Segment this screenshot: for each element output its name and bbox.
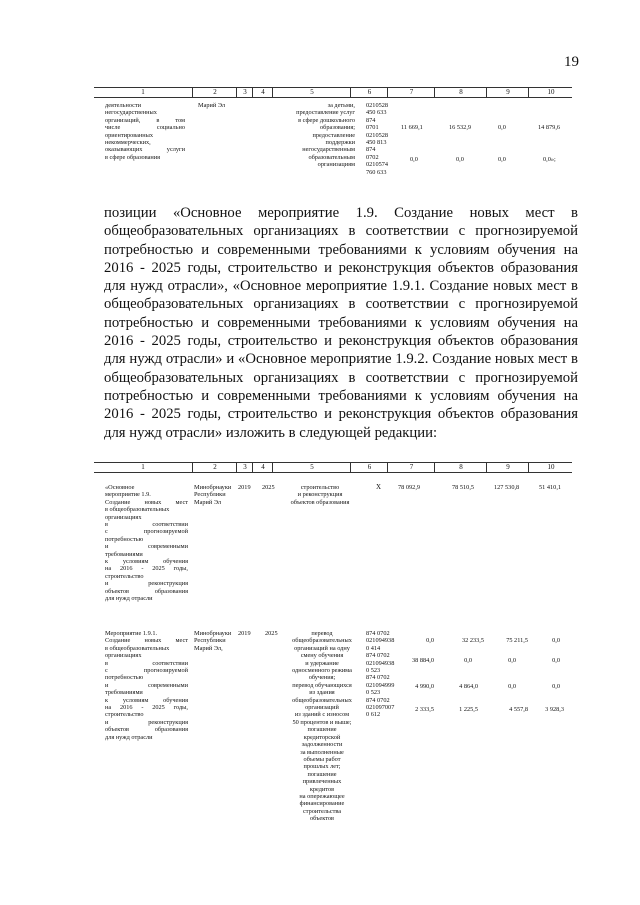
cell-line: 0702	[366, 153, 379, 161]
cell-line: поддержки	[325, 139, 355, 147]
cell-line: мероприятие 1.9.	[105, 491, 151, 499]
cell-line: предоставление	[312, 131, 355, 139]
row2-sub4-c9: 4 557,8	[509, 706, 528, 713]
row1-col1-cell	[105, 484, 188, 603]
header-col-2: 2	[192, 463, 237, 472]
cell-line: для нужд отрасли	[105, 733, 153, 741]
cell-line: с прогнозируемой	[105, 528, 188, 536]
cell-line: и удержание	[305, 659, 339, 667]
cell-line: 0 523	[366, 667, 381, 675]
cell-line: за детьми,	[327, 102, 355, 109]
top-row1-c7: 11 669,1	[401, 124, 423, 131]
cell-line: общеобразовательных	[292, 637, 352, 645]
row2-col4-cell: 2025	[265, 630, 278, 637]
row1-col6-cell: X	[376, 483, 382, 491]
cell-line: в общеобразовательных	[105, 506, 170, 514]
cell-line: в сфере образования	[105, 153, 161, 161]
cell-line: образования;	[320, 124, 355, 132]
cell-line: 0701	[366, 124, 379, 132]
cell-line: 021097007	[366, 704, 395, 712]
cell-line: организаций, в том	[105, 116, 185, 124]
cell-line: оказывающих услуги	[105, 146, 185, 154]
cell-line: объектов образования	[105, 587, 188, 595]
cell-line: прошлых лет;	[303, 763, 341, 771]
cell-line: 450 813	[366, 139, 387, 147]
cell-line: 0 612	[366, 711, 381, 719]
cell-line: в общеобразовательных	[105, 644, 170, 652]
cell-line: строительства	[302, 807, 342, 815]
cell-line: в соответствии	[105, 659, 188, 667]
cell-line: из зданий с износом	[294, 711, 350, 719]
cell-line: «Основное	[105, 484, 135, 491]
header-col-7: 7	[387, 88, 435, 97]
cell-line: привлеченных	[302, 778, 342, 786]
header-col-5: 5	[272, 88, 351, 97]
top-col2-cell: Марий Эл	[198, 102, 226, 109]
cell-line: и реконструкция	[105, 580, 188, 588]
cell-line: из здания	[309, 689, 335, 697]
row2-sub3-c9: 0,0	[508, 683, 516, 690]
cell-line: требованиями	[105, 689, 143, 697]
cell-line: потребностью	[105, 674, 144, 682]
row2-sub1-c7: 0,0	[426, 637, 434, 644]
cell-line: ориентированных	[105, 131, 154, 139]
cell-line: Республики	[194, 637, 226, 645]
top-row1-c9: 0,0	[498, 124, 506, 131]
row2-sub2-c9: 0,0	[508, 657, 516, 664]
cell-line: 874 0702	[366, 696, 390, 704]
header-col-3: 3	[236, 463, 253, 472]
cell-line: 874 0702	[366, 674, 390, 682]
cell-line: 50 процентов и выше;	[292, 718, 352, 726]
cell-line: организациях	[105, 513, 142, 521]
cell-line: 021094938	[366, 659, 395, 667]
header-col-10: 10	[528, 463, 573, 472]
cell-line: потребностью	[105, 535, 144, 543]
top-row1-c10: 14 879,6	[538, 124, 561, 131]
cell-line: Мероприятие 1.9.1.	[105, 630, 158, 637]
row2-col2-cell	[194, 630, 231, 652]
top-row2-c9: 0,0	[498, 156, 506, 163]
cell-line: на 2016 - 2025 годы,	[105, 565, 188, 573]
cell-line: к условиям обучения	[105, 696, 188, 704]
cell-line: деятельности	[105, 102, 142, 109]
row2-sub3-c10: 0,0	[552, 683, 560, 690]
header-col-8: 8	[434, 88, 487, 97]
cell-line: объектов	[309, 815, 334, 823]
cell-line: погашение	[307, 770, 337, 778]
cell-line: задолженности	[301, 741, 343, 749]
cell-line: Республики	[194, 491, 226, 499]
row2-sub2-c7: 38 884,0	[411, 657, 434, 664]
cell-line: 021094999	[366, 681, 395, 689]
cell-line: 0210528	[366, 102, 389, 109]
header-col-5: 5	[272, 463, 351, 472]
cell-line: некоммерческих,	[105, 139, 151, 147]
cell-line: погашение	[307, 726, 337, 734]
cell-line: 021094938	[366, 637, 395, 645]
row2-sub3-c8: 4 864,0	[459, 683, 478, 690]
header-col-6: 6	[350, 88, 388, 97]
cell-line: Марий Эл,	[194, 644, 223, 652]
top-row2-c10: 0,0»;	[543, 156, 556, 163]
cell-line: с прогнозируемой	[105, 667, 188, 675]
cell-line: Создание новых мест	[105, 637, 188, 645]
cell-line: перевод	[311, 630, 333, 637]
cell-line: 874 0702	[366, 652, 390, 660]
header-col-9: 9	[486, 463, 529, 472]
cell-line: 874 0702	[366, 630, 390, 637]
cell-line: образовательным	[308, 153, 355, 161]
row1-col5-cell	[285, 484, 355, 506]
cell-line: Марий Эл	[194, 498, 222, 506]
cell-line: организациям	[317, 161, 355, 169]
cell-line: Создание новых мест	[105, 498, 188, 506]
cell-line: кредитов	[309, 785, 335, 793]
row1-col4-cell: 2025	[262, 484, 275, 491]
row2-sub4-c8: 1 225,5	[459, 706, 478, 713]
cell-line: числе социально	[105, 124, 185, 132]
page-number: 19	[564, 54, 579, 70]
header-col-2: 2	[192, 88, 237, 97]
header-col-10: 10	[528, 88, 573, 97]
bottom-table-header	[94, 462, 572, 473]
cell-line: 874	[366, 116, 376, 124]
row2-sub1-c9: 75 211,5	[506, 637, 528, 644]
row1-col2-cell	[194, 484, 231, 506]
cell-line: и современными	[105, 681, 188, 689]
cell-line: негосударственных	[105, 109, 157, 117]
cell-line: требованиями	[105, 550, 143, 558]
header-col-1: 1	[141, 463, 145, 471]
top-row2-c8: 0,0	[456, 156, 464, 163]
cell-line: обучения;	[308, 674, 336, 682]
header-col-4: 4	[252, 463, 273, 472]
top-col1-cell	[105, 102, 185, 161]
cell-line: для нужд отрасли	[105, 595, 153, 603]
header-col-6: 6	[350, 463, 388, 472]
row1-c10: 51 410,1	[539, 484, 562, 491]
header-col-7: 7	[387, 463, 435, 472]
top-table-header	[94, 87, 572, 98]
cell-line: на 2016 - 2025 годы,	[105, 704, 188, 712]
row2-col3-cell: 2019	[238, 630, 251, 637]
cell-line: строительство	[300, 484, 340, 491]
cell-line: 0 523	[366, 689, 381, 697]
cell-line: смену обучения	[300, 652, 344, 660]
row1-col3-cell: 2019	[238, 484, 251, 491]
cell-line: негосударственным	[302, 146, 355, 154]
cell-line: Минобрнауки	[194, 630, 232, 637]
top-col6-cell	[366, 102, 404, 176]
cell-line: перевод обучающихся	[292, 681, 352, 689]
body-paragraph: позиции «Основное мероприятие 1.9. Создание новых мест в общеобразовательных организациях в соответствии с прогнозируемой потребностью и современными требованиями к условиям обучения на 2016 - 2025 годы, строительство и реконструкция объектов образования для нужд отрасли», «Основное мероприятие 1.9.1. Создание новых мест в общеобразовательных организациях в соответствии с прогнозируемой потребностью и современными требованиями к условиям обучения на 2016 - 2025 годы, строительство и реконструкция объектов образования для нужд отрасли» и «Основное мероприятие 1.9.2. Создание новых мест в общеобразовательных организациях в соответствии с прогнозируемой потребностью и современными требованиями к условиям обучения на 2016 - 2025 годы, строительство и реконструкция объектов образования для нужд отрасли» изложить в следующей редакции:	[104, 205, 578, 441]
row1-c9: 127 530,8	[494, 484, 520, 491]
cell-line: 0 414	[366, 644, 381, 652]
cell-line: предоставление услуг	[296, 109, 355, 117]
cell-line: 874	[366, 146, 376, 154]
top-row1-c8: 16 532,9	[449, 124, 472, 131]
row2-sub2-c10: 0,0	[552, 657, 560, 664]
row2-sub3-c7: 4 990,0	[415, 683, 434, 690]
header-col-4: 4	[252, 88, 273, 97]
cell-line: в соответствии	[105, 521, 188, 529]
cell-line: объектов образования	[105, 726, 188, 734]
cell-line: и реконструкция	[105, 718, 188, 726]
cell-line: кредиторской	[303, 733, 341, 741]
header-col-8: 8	[434, 463, 487, 472]
cell-line: строительство	[105, 711, 144, 719]
row1-c8: 78 510,5	[452, 484, 475, 491]
row2-col1-cell	[105, 630, 188, 741]
row2-sub1-c10: 0,0	[552, 637, 560, 644]
cell-line: на опережающее	[299, 792, 345, 800]
cell-line: в сфере дошкольного	[298, 116, 355, 124]
cell-line: общеобразовательных	[292, 696, 352, 704]
cell-line: за выполненные	[300, 748, 344, 756]
cell-line: к условиям обучения	[105, 558, 188, 566]
cell-line: организаций	[305, 704, 339, 712]
cell-line: 0210574	[366, 161, 389, 169]
row2-sub4-c10: 3 928,3	[545, 706, 564, 713]
row2-sub2-c8: 0,0	[464, 657, 472, 664]
cell-line: и современными	[105, 543, 188, 551]
cell-line: 0210528	[366, 131, 389, 139]
header-col-1: 1	[141, 88, 145, 96]
cell-line: организациях	[105, 652, 142, 660]
header-col-3: 3	[236, 88, 253, 97]
cell-line: объектов образования	[290, 498, 350, 506]
cell-line: финансирование	[299, 800, 345, 808]
cell-line: Минобрнауки	[194, 484, 232, 491]
row2-sub4-c7: 2 333,5	[415, 706, 434, 713]
cell-line: объемы работ	[303, 755, 341, 763]
cell-line: 760 633	[366, 168, 387, 176]
row1-c7: 78 092,9	[398, 484, 421, 491]
cell-line: и реконструкция	[297, 491, 343, 499]
header-col-9: 9	[486, 88, 529, 97]
top-col5-cell	[275, 102, 355, 169]
top-row2-c7: 0,0	[410, 156, 418, 163]
row2-sub1-c8: 32 233,5	[461, 637, 484, 644]
row2-col5-cell	[282, 630, 362, 823]
cell-line: организаций на одну	[294, 644, 350, 652]
cell-line: 450 633	[366, 109, 387, 117]
cell-line: односменного режима	[292, 667, 352, 675]
cell-line: строительство	[105, 572, 144, 580]
